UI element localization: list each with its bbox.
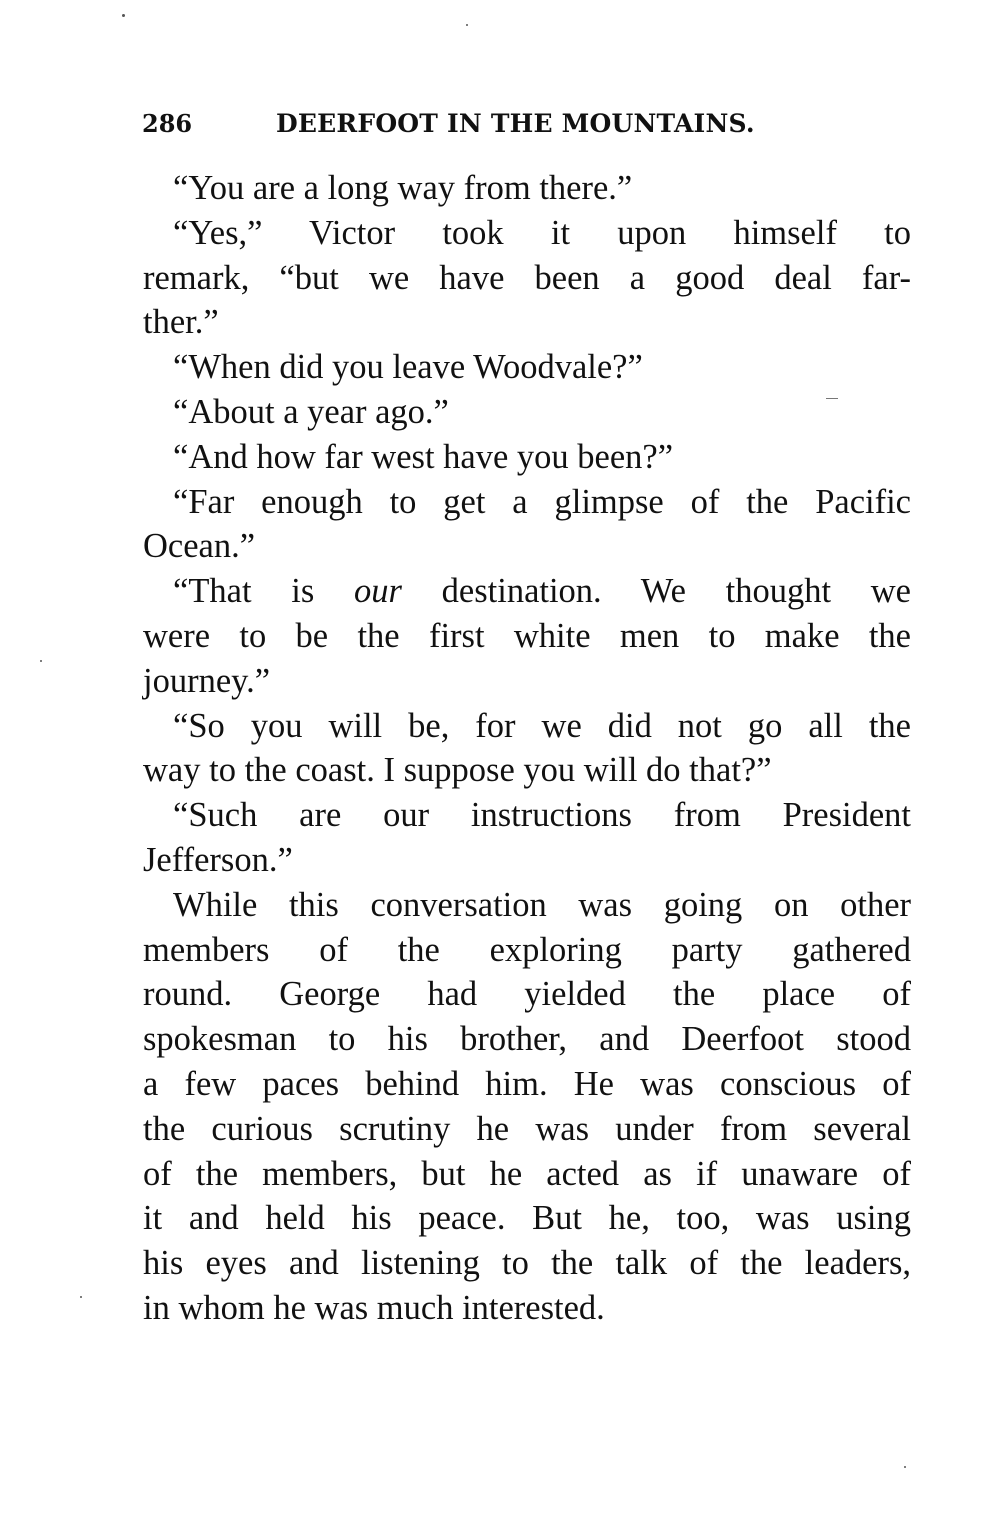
paragraph bbox=[143, 435, 911, 480]
text-line: in whom he was much interested. bbox=[143, 1288, 605, 1327]
text-line: were to be the first white men to make the bbox=[143, 616, 911, 655]
page-number: 286 bbox=[142, 109, 193, 138]
text-line: his eyes and listening to the talk of the leaders, bbox=[143, 1244, 911, 1283]
paragraph bbox=[143, 345, 911, 390]
text-line: members of the exploring party gathered bbox=[143, 930, 911, 969]
paragraph bbox=[143, 793, 911, 883]
text-line: “When did you leave Woodvale?” bbox=[173, 348, 643, 387]
text-line: “Yes,” Victor took it upon himself to bbox=[173, 213, 911, 252]
paragraph bbox=[143, 704, 911, 794]
text-run: destination. We thought we bbox=[401, 572, 911, 611]
paragraph bbox=[143, 883, 911, 1331]
scan-speck bbox=[466, 24, 468, 26]
text-line: “About a year ago.” bbox=[173, 392, 449, 431]
paragraph bbox=[143, 390, 911, 435]
text-run: “That is bbox=[173, 572, 354, 611]
scan-speck bbox=[826, 398, 838, 399]
text-line: journey.” bbox=[143, 661, 271, 700]
text-line: “Far enough to get a glimpse of the Pacific bbox=[173, 482, 911, 521]
scan-speck bbox=[80, 1296, 82, 1298]
text-line: of the members, but he acted as if unaware of bbox=[143, 1154, 911, 1193]
running-title: DEERFOOT IN THE MOUNTAINS. bbox=[276, 109, 755, 138]
text-line bbox=[143, 569, 911, 614]
paragraph bbox=[143, 211, 911, 345]
text-line: a few paces behind him. He was conscious of bbox=[143, 1064, 911, 1103]
text-line: round. George had yielded the place of bbox=[143, 975, 911, 1014]
text-line: the curious scrutiny he was under from several bbox=[143, 1109, 911, 1148]
text-line: “You are a long way from there.” bbox=[173, 169, 633, 207]
text-line: “So you will be, for we did not go all the bbox=[173, 706, 911, 745]
emphasis-word: our bbox=[354, 572, 402, 611]
text-line: “And how far west have you been?” bbox=[173, 437, 674, 476]
text-line: Ocean.” bbox=[143, 527, 256, 566]
paragraph bbox=[143, 569, 911, 703]
text-line: way to the coast. I suppose you will do that?” bbox=[143, 751, 772, 790]
text-line: remark, “but we have been a good deal far- bbox=[143, 258, 911, 297]
running-head bbox=[142, 104, 912, 144]
text-line: While this conversation was going on other bbox=[173, 885, 911, 924]
scan-speck bbox=[904, 1466, 906, 1468]
text-line: Jefferson.” bbox=[143, 840, 293, 879]
body-text bbox=[143, 166, 911, 1331]
text-line: “Such are our instructions from President bbox=[173, 796, 911, 835]
paragraph bbox=[143, 480, 911, 570]
scan-speck bbox=[122, 14, 125, 17]
text-line: ther.” bbox=[143, 303, 219, 342]
paragraph bbox=[143, 166, 911, 211]
text-line: spokesman to his brother, and Deerfoot stood bbox=[143, 1020, 911, 1059]
text-line: it and held his peace. But he, too, was using bbox=[143, 1199, 911, 1238]
scan-speck bbox=[40, 660, 42, 662]
